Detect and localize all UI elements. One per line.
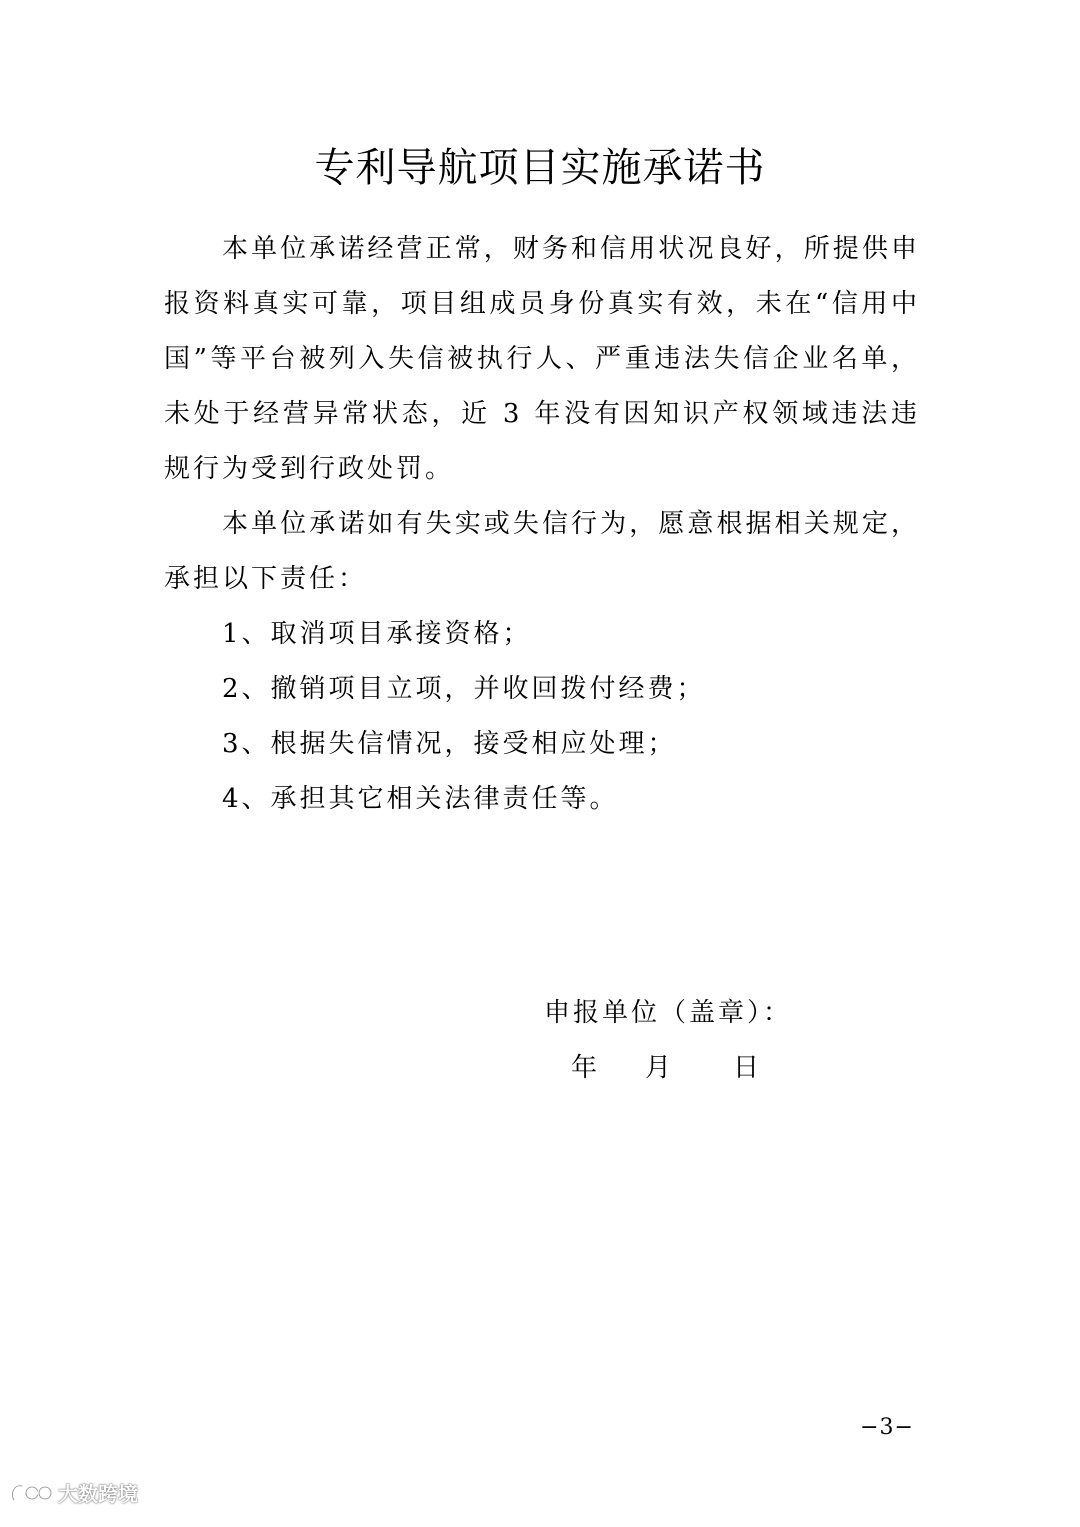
watermark-text: 大数跨境 <box>58 1482 138 1506</box>
signature-label: 申报单位（盖章）： <box>544 998 793 1028</box>
paragraph-commitment: 本单位承诺经营正常，财务和信用状况良好，所提供申报资料真实可靠，项目组成员身份真实有效，未在“信用中国”等平台被列入失信被执行人、严重违法失信企业名单，未处于经营异常状态，近 3 年没有因知识产权领域违法违规行为受到行政处罚。 <box>164 234 920 484</box>
date-day: 日 <box>733 1053 760 1083</box>
list-item: 3、根据失信情况，接受相应处理； <box>222 729 677 759</box>
date-line <box>0 1041 1080 1096</box>
logo-icon <box>8 1480 54 1506</box>
watermark <box>8 1478 138 1507</box>
document-title: 专利导航项目实施承诺书 <box>314 145 766 191</box>
list-item: 2、撤销项目立项，并收回拨付经费； <box>222 674 706 704</box>
list-item: 1、取消项目承接资格； <box>222 619 532 649</box>
date-year: 年 <box>571 1053 598 1083</box>
document-body <box>164 222 920 827</box>
list-item: 4、承担其它相关法律责任等。 <box>222 784 619 814</box>
paragraph-liability: 本单位承诺如有失实或失信行为，愿意根据相关规定，承担以下责任： <box>164 509 920 594</box>
page-number: −3− <box>860 1415 914 1440</box>
date-month: 月 <box>645 1053 672 1083</box>
